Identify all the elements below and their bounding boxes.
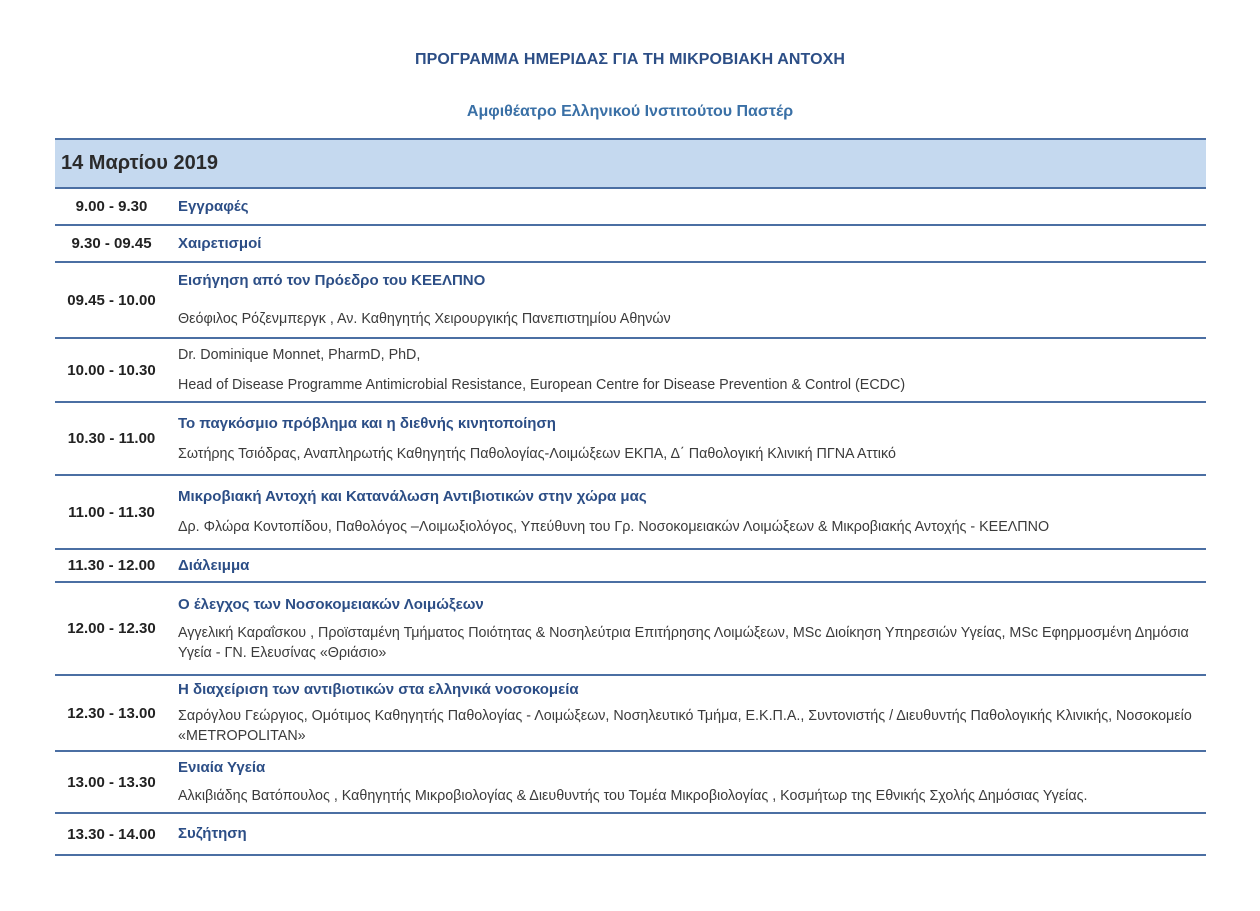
schedule-row <box>55 189 1206 226</box>
speaker-info: Δρ. Φλώρα Κοντοπίδου, Παθολόγος –Λοιμωξιολόγος, Υπεύθυνη του Γρ. Νοσοκομειακών Λοιμώξεων & Μικροβιακής Αντοχής - ΚΕΕΛΠΝΟ <box>178 519 1050 535</box>
venue-subtitle: Αμφιθέατρο Ελληνικού Ινστιτούτου Παστέρ <box>466 103 794 120</box>
speaker-info: Σαρόγλου Γεώργιος, Ομότιμος Καθηγητής Παθολογίας - Λοιμώξεων, Νοσηλευτικό Τμήμα, Ε.Κ.Π.Α., Συντονιστής / Διευθυντής Παθολογικής Κλινικής, Νοσοκομείο «METROPOLITAN» <box>178 708 1192 744</box>
time-cell: 13.30 - 14.00 <box>67 825 156 843</box>
content-cell <box>168 814 1206 854</box>
session-topic: Διάλειμμα <box>178 556 250 574</box>
page-title: ΠΡΟΓΡΑΜΜΑ ΗΜΕΡΙΔΑΣ ΓΙΑ ΤΗ ΜΙΚΡΟΒΙΑΚΗ ΑΝΤΟΧΗ <box>414 51 846 68</box>
time-cell: 9.30 - 09.45 <box>71 235 152 252</box>
session-topic: Η διαχείριση των αντιβιοτικών στα ελληνικά νοσοκομεία <box>178 681 579 698</box>
schedule-row <box>55 752 1206 814</box>
speaker-info: Σωτήρης Τσιόδρας, Αναπληρωτής Καθηγητής Παθολογίας-Λοιμώξεων ΕΚΠΑ, Δ΄ Παθολογική Κλινική ΠΓΝΑ Αττικό <box>178 445 896 462</box>
speaker-info: Head of Disease Programme Antimicrobial Resistance, European Centre for Disease Prevention & Control (ECDC) <box>178 377 906 393</box>
schedule-table <box>55 138 1206 856</box>
session-topic: Συζήτηση <box>178 825 247 842</box>
time-cell: 13.00 - 13.30 <box>67 773 156 791</box>
time-cell: 10.00 - 10.30 <box>67 361 156 379</box>
schedule-row <box>55 403 1206 476</box>
time-cell: 12.00 - 12.30 <box>67 620 156 637</box>
content-cell <box>168 403 1206 474</box>
content-cell <box>168 339 1206 401</box>
session-topic: Εισήγηση από τον Πρόεδρο του ΚΕΕΛΠΝΟ <box>178 272 486 289</box>
content-cell <box>168 676 1206 750</box>
content-cell <box>168 189 1206 224</box>
content-cell <box>168 752 1206 812</box>
schedule-row <box>55 339 1206 403</box>
session-topic: Ενιαία Υγεία <box>178 759 266 776</box>
schedule-row <box>55 263 1206 339</box>
speaker-name: Dr. Dominique Monnet, PharmD, PhD, <box>178 347 421 363</box>
time-cell: 10.30 - 11.00 <box>67 430 156 447</box>
schedule-row <box>55 676 1206 752</box>
time-cell: 12.30 - 13.00 <box>67 704 156 722</box>
session-topic: Ο έλεγχος των Νοσοκομειακών Λοιμώξεων <box>178 595 484 613</box>
content-cell <box>168 263 1206 337</box>
session-topic: Το παγκόσμιο πρόβλημα και η διεθνής κινητοποίηση <box>178 414 556 432</box>
session-topic: Εγγραφές <box>178 197 249 215</box>
content-cell <box>168 550 1206 581</box>
schedule-row <box>55 476 1206 550</box>
speaker-info: Αλκιβιάδης Βατόπουλος , Καθηγητής Μικροβιολογίας & Διευθυντής του Τομέα Μικροβιολογίας , Κοσμήτωρ της Εθνικής Σχολής Δημόσιας Υγείας. <box>178 788 1088 804</box>
date-header: 14 Μαρτίου 2019 <box>55 138 1206 189</box>
time-cell: 11.00 - 11.30 <box>68 503 155 521</box>
time-cell: 9.00 - 9.30 <box>75 198 148 215</box>
session-topic: Χαιρετισμοί <box>178 234 262 252</box>
session-topic: Μικροβιακή Αντοχή και Κατανάλωση Αντιβιοτικών στην χώρα μας <box>178 488 647 505</box>
content-cell <box>168 476 1206 548</box>
schedule-row <box>55 226 1206 263</box>
speaker-info: Αγγελική Καραΐσκου , Προϊσταμένη Τμήματος Ποιότητας & Νοσηλεύτρια Επιτήρησης Λοιμώξεων, MSc Διοίκηση Υπηρεσιών Υγείας, MSc Εφηρμοσμένη Δημόσια Υγεία - ΓΝ. Ελευσίνας «Θριάσιο» <box>178 624 1189 661</box>
content-cell <box>168 583 1206 674</box>
schedule-row <box>55 550 1206 583</box>
schedule-row <box>55 583 1206 676</box>
content-cell <box>168 226 1206 261</box>
time-cell: 11.30 - 12.00 <box>67 557 156 574</box>
speaker-info: Θεόφιλος Ρόζενμπεργκ , Αν. Καθηγητής Χειρουργικής Πανεπιστημίου Αθηνών <box>178 311 671 327</box>
time-cell: 09.45 - 10.00 <box>67 291 156 309</box>
schedule-row <box>55 814 1206 856</box>
